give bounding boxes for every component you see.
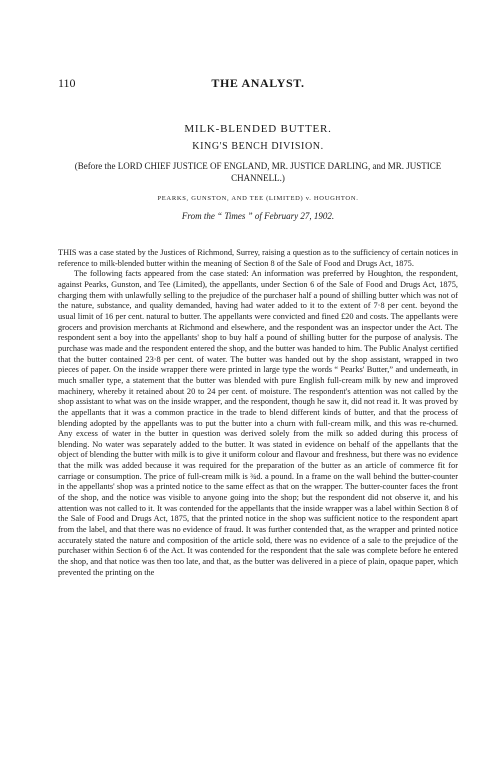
article-heading bbox=[58, 122, 458, 222]
bench-note: (Before the LORD CHIEF JUSTICE OF ENGLAND, MR. JUSTICE DARLING, and MR. JUSTICE CHANNELL.) bbox=[74, 161, 442, 183]
journal-title: THE ANALYST. bbox=[211, 76, 305, 90]
page-number: 110 bbox=[58, 76, 76, 90]
body-paragraph: THIS was a case stated by the Justices of Richmond, Surrey, raising a question as to the sufficiency of certain notices in reference to milk-blended butter within the meaning of Section 8 of the Sale of Food and Drugs Act, 1875. bbox=[58, 248, 458, 268]
case-name: PEARKS, GUNSTON, AND TEE (LIMITED) v. HOUGHTON. bbox=[157, 195, 359, 202]
running-head bbox=[58, 76, 458, 92]
source-citation: From the “ Times ” of February 27, 1902. bbox=[181, 211, 335, 221]
body-paragraph: The following facts appeared from the case stated: An information was preferred by Houghton, the respondent, against Pearks, Gunston, and Tee (Limited), the appellants, under Section 6 of the Sale of Food and Drugs Act, 1875, charging them with unlawfully selling to the prejudice of the purchaser half a pound of shilling butter which was not of the nature, substance, and quality demanded, having had water added to it to the extent of 7·8 per cent. beyond the usual limit of 16 per cent. natural to butter. The appellants were convicted and fined £20 and costs. The appellants were grocers and provision merchants at Richmond and elsewhere, and the respondent was an inspector under the Act. The respondent sent a boy into the appellants' shop to buy half a pound of shilling butter for the purpose of analysis. The purchase was made and the respondent entered the shop, and the butter was handed to him. The Public Analyst certified that the butter contained 23·8 per cent. of water. The butter was handed out by the shop assistant, wrapped in two pieces of paper. On the inside wrapper there were printed in large type the words “ Pearks' Butter,” and underneath, in much smaller type, a statement that the butter was blended with pure English full-cream milk by new and improved machinery, whereby it retained about 20 to 24 per cent. of moisture. The respondent's attention was not called by the shop assistant to what was on the inside wrapper, and the respondent, though he saw it, did not read it. It was proved by the appellants that it was a common practice in the trade to blend different kinds of butter, and that the process of blending adopted by the appellants was to put the butter into a churn with full-cream milk, and this was re-churned. Any excess of water in the butter in question was derived solely from the milk so added during this process of blending. No water was separately added to the butter. It was stated in evidence on behalf of the appellants that the object of blending the butter with milk is to give it uniform colour and flavour and freshness, but there was no evidence that the milk was added because it was required for the preparation of the butter as an article of commerce fit for carriage or consumption. The price of full-cream milk is ¾d. a pound. In a frame on the wall behind the butter-counter in the appellants' shop was a printed notice to the same effect as that on the wrapper. The butter-counter faces the front of the shop, and the notice was visible to anyone going into the shop; but the respondent did not observe it, and his attention was not called to it. It was contended for the appellants that the inside wrapper was a label within Section 8 of the Sale of Food and Drugs Act, 1875, that the printed notice in the shop was sufficient notice to the respondent apart from the label, and that there was no evidence of fraud. It was further contended that, as the wrapper and printed notice accurately stated the nature and composition of the article sold, there was no evidence of a sale to the prejudice of the purchaser within Section 6 of the Act. It was contended for the respondent that the sale was complete before he entered the shop, and that notice was then too late, and that, as the butter was delivered in a piece of plain, opaque paper, which prevented the printing on the bbox=[58, 269, 458, 577]
article-body bbox=[58, 248, 458, 578]
court-name: KING'S BENCH DIVISION. bbox=[192, 141, 324, 152]
article-title: MILK-BLENDED BUTTER. bbox=[184, 123, 332, 135]
